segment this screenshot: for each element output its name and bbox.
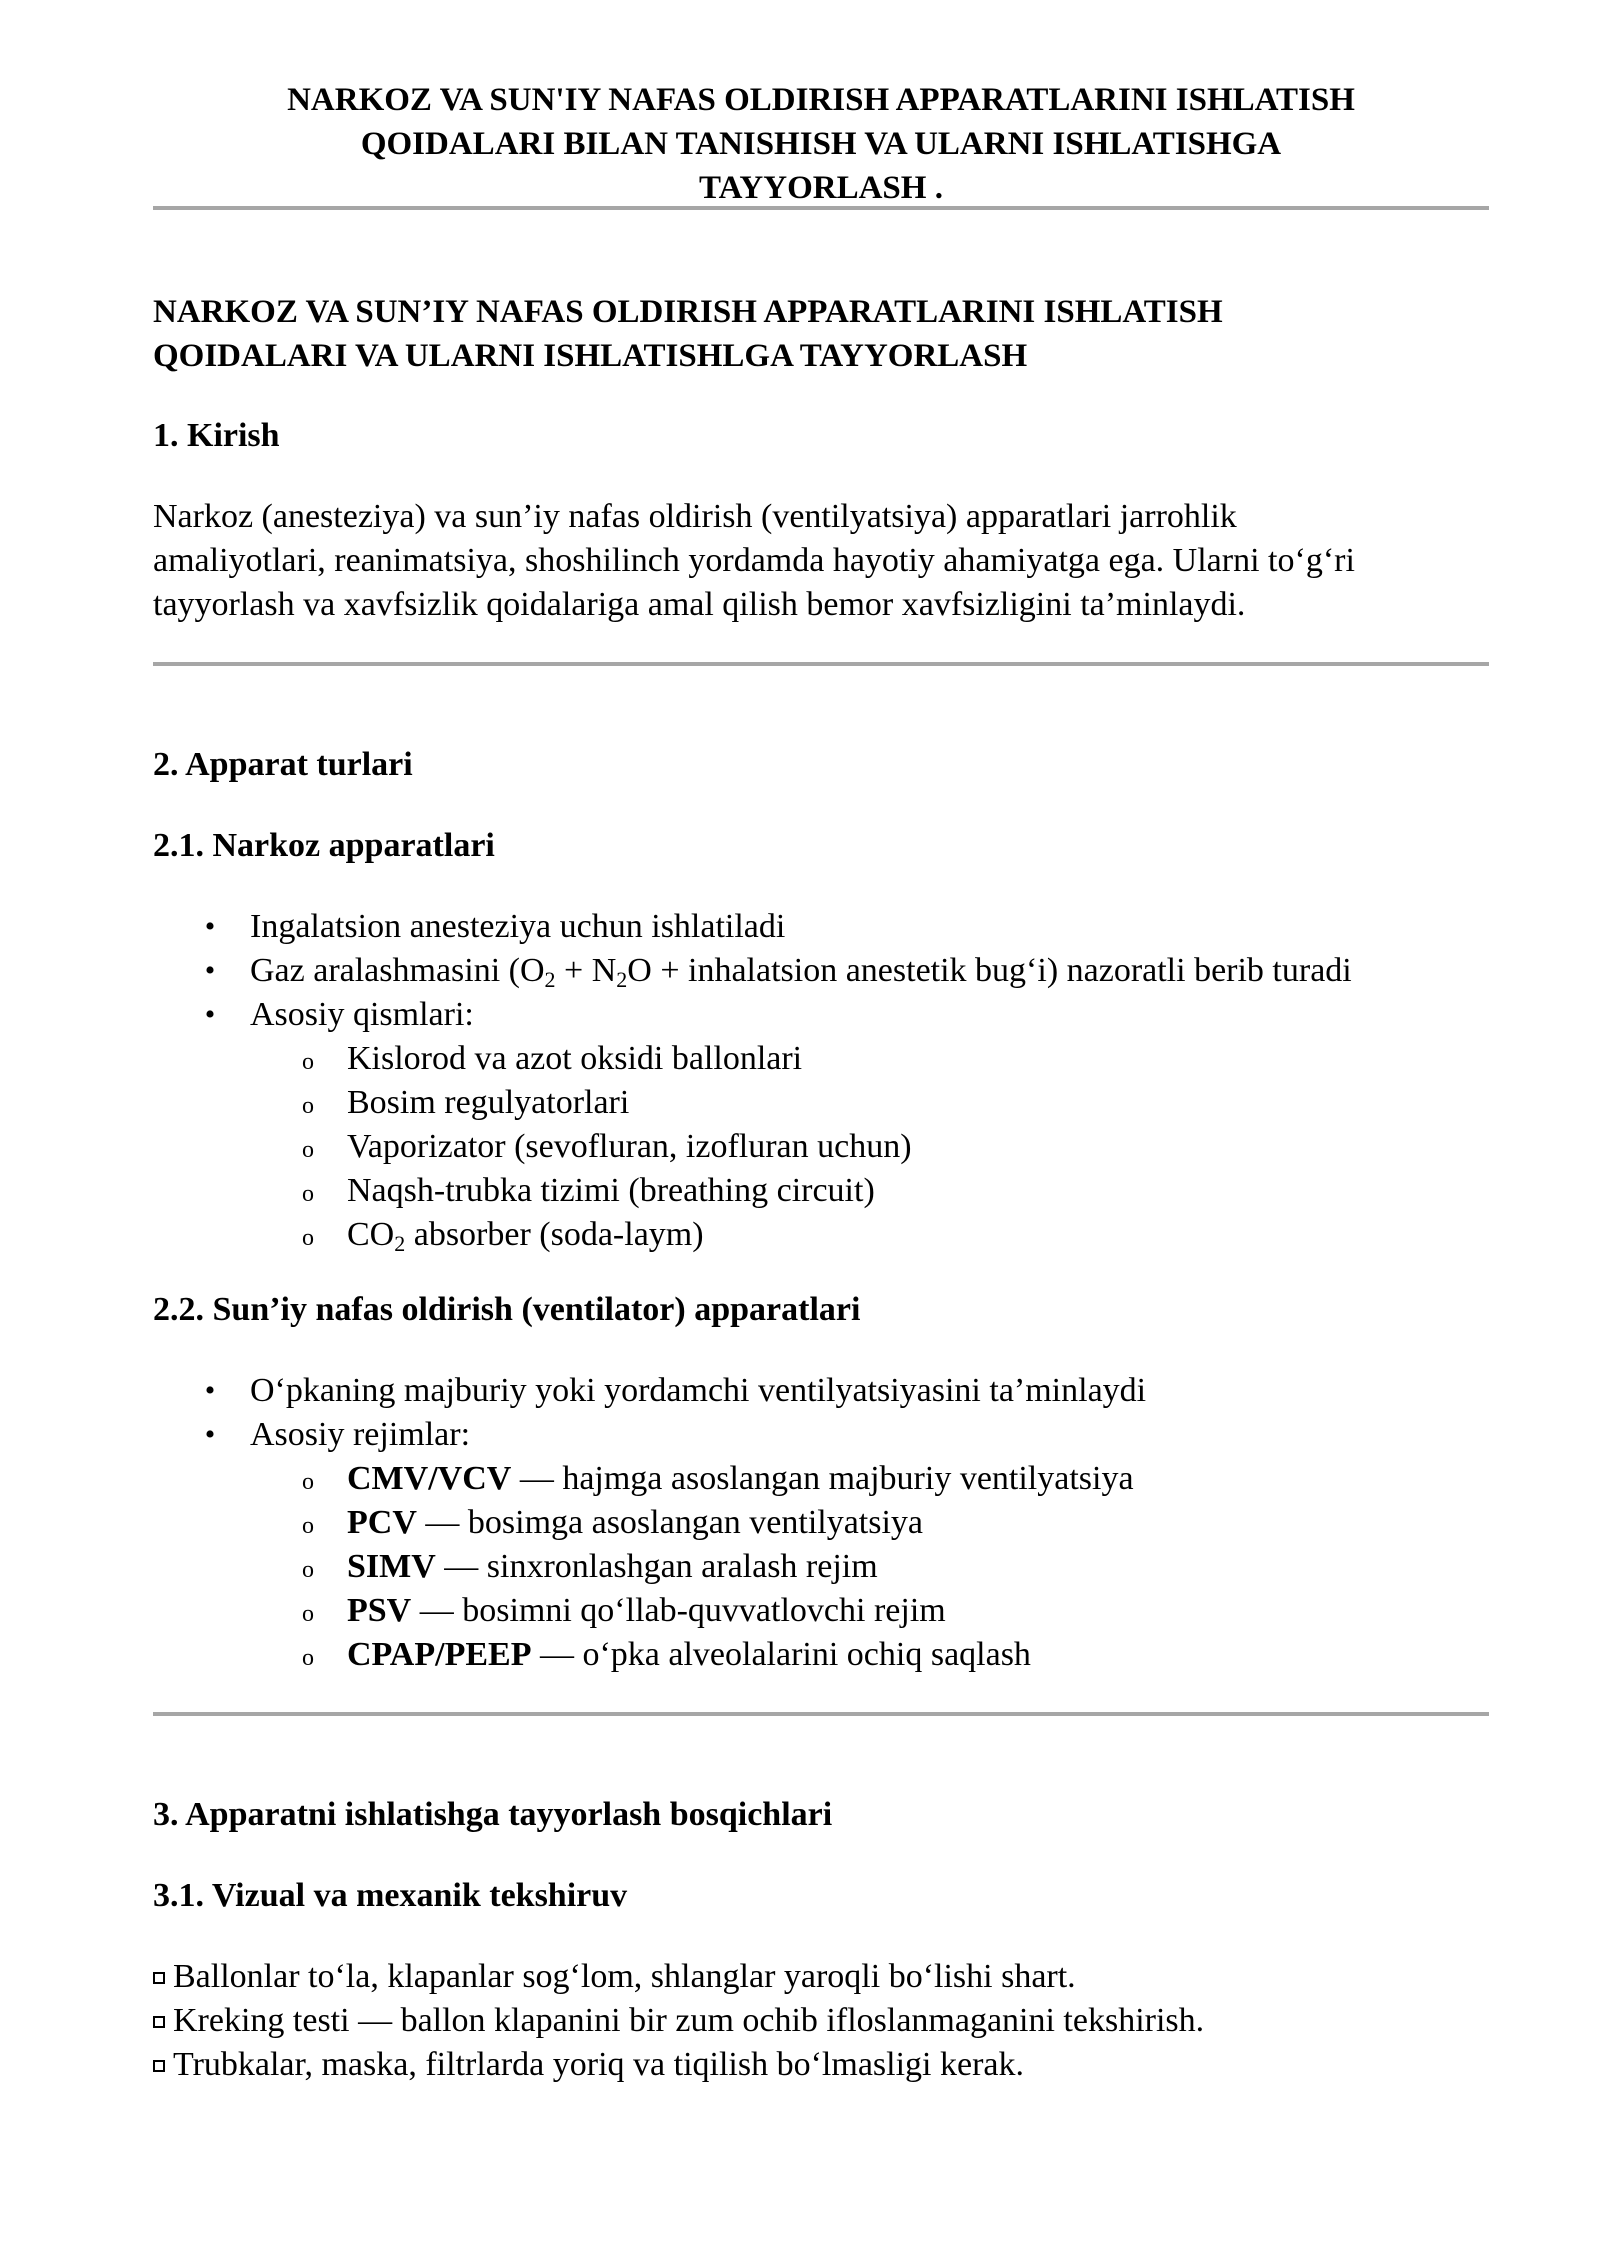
section-1-heading: 1. Kirish <box>153 417 280 454</box>
sub-list-item-text: Kislorod va azot oksidi ballonlari <box>347 1040 803 1077</box>
sub-list-item-text: Naqsh-trubka tizimi (breathing circuit) <box>347 1172 875 1209</box>
section-2-2-heading: 2.2. Sun’iy nafas oldirish (ventilator) apparatlari <box>153 1291 861 1328</box>
paragraph-line-1: Narkoz (anesteziya) va sun’iy nafas oldirish (ventilyatsiya) apparatlari jarrohlik <box>153 498 1237 535</box>
checklist-item-text: Ballonlar to‘la, klapanlar sog‘lom, shlanglar yaroqli bo‘lishi shart. <box>173 1958 1076 1995</box>
circle-bullet-icon: o <box>302 1049 314 1075</box>
mode-name: SIMV <box>347 1548 436 1585</box>
mode-description: — bosimga asoslangan ventilyatsiya <box>416 1504 924 1541</box>
mode-name: PCV <box>347 1504 417 1541</box>
bullet-icon: • <box>204 954 216 987</box>
horizontal-rule <box>153 206 1489 210</box>
checklist <box>153 1955 1493 2087</box>
ventilator-list <box>153 1369 1146 1677</box>
circle-bullet-icon: o <box>302 1513 314 1539</box>
checklist-item-text: Kreking testi — ballon klapanini bir zum ochib ifloslanmaganini tekshirish. <box>173 2002 1205 2039</box>
list-item <box>153 949 1352 993</box>
document-title <box>153 78 1489 210</box>
section-3-1-heading: 3.1. Vizual va mexanik tekshiruv <box>153 1877 628 1914</box>
mode-name: PSV <box>347 1592 412 1629</box>
square-bullet-icon <box>153 1972 165 1984</box>
mode-description: — bosimni qo‘llab-quvvatlovchi rejim <box>411 1592 946 1629</box>
sub-list-item-text: $CO_2$ absorber (soda-laym) <box>347 1216 704 1256</box>
sub-list-item <box>153 1081 1352 1125</box>
mode-item <box>153 1633 1146 1677</box>
title-line-2: QOIDALARI BILAN TANISHISH VA ULARNI ISHLATISHGA <box>360 126 1282 162</box>
mode-item <box>153 1457 1146 1501</box>
mode-name: CPAP/PEEP <box>347 1636 532 1673</box>
list-item-text: Gaz aralashmasini ($O_2 + N_2O$ + inhalatsion anestetik bug‘i) nazoratli berib turadi <box>250 952 1352 992</box>
list-item-text: Ingalatsion anesteziya uchun ishlatiladi <box>250 908 786 945</box>
list-item <box>153 1369 1146 1413</box>
circle-bullet-icon: o <box>302 1181 314 1207</box>
mode-item <box>153 1545 1146 1589</box>
list-item-text: O‘pkaning majburiy yoki yordamchi ventilyatsiyasini ta’minlaydi <box>250 1372 1147 1409</box>
checklist-item <box>153 1999 1493 2043</box>
list-item <box>153 993 1352 1037</box>
mode-name: CMV/VCV <box>347 1460 512 1497</box>
horizontal-rule <box>153 662 1489 666</box>
horizontal-rule <box>153 1712 1489 1716</box>
mode-item <box>153 1589 1146 1633</box>
main-heading-line-2: QOIDALARI VA ULARNI ISHLATISHLGA TAYYORLASH <box>153 338 1028 374</box>
section-3-heading: 3. Apparatni ishlatishga tayyorlash bosqichlari <box>153 1796 833 1833</box>
bullet-icon: • <box>204 1374 216 1407</box>
section-2-1-heading: 2.1. Narkoz apparatlari <box>153 827 495 864</box>
circle-bullet-icon: o <box>302 1225 314 1251</box>
mode-description: — hajmga asoslangan majburiy ventilyatsiya <box>511 1460 1134 1497</box>
sub-list-item <box>153 1169 1352 1213</box>
square-bullet-icon <box>153 2060 165 2072</box>
circle-bullet-icon: o <box>302 1601 314 1627</box>
main-heading-line-1: NARKOZ VA SUN’IY NAFAS OLDIRISH APPARATLARINI ISHLATISH <box>153 294 1223 330</box>
mode-description: — o‘pka alveolalarini ochiq saqlash <box>531 1636 1031 1673</box>
square-bullet-icon <box>153 2016 165 2028</box>
circle-bullet-icon: o <box>302 1137 314 1163</box>
section-2-heading: 2. Apparat turlari <box>153 746 413 783</box>
title-line-1: NARKOZ VA SUN'IY NAFAS OLDIRISH APPARATLARINI ISHLATISH <box>287 82 1355 118</box>
anesthesia-machine-list <box>153 905 1352 1257</box>
bullet-icon: • <box>204 910 216 943</box>
main-heading <box>153 290 1489 378</box>
bullet-icon: • <box>204 998 216 1031</box>
title-line-3: TAYYORLASH . <box>699 170 943 206</box>
sub-list-item-text: Bosim regulyatorlari <box>347 1084 630 1121</box>
list-item <box>153 905 1352 949</box>
sub-list-item <box>153 1037 1352 1081</box>
section-1-paragraph <box>153 495 1493 627</box>
circle-bullet-icon: o <box>302 1469 314 1495</box>
circle-bullet-icon: o <box>302 1093 314 1119</box>
list-item-text: Asosiy qismlari: <box>250 996 474 1033</box>
mode-description: — sinxronlashgan aralash rejim <box>435 1548 878 1585</box>
paragraph-line-3: tayyorlash va xavfsizlik qoidalariga amal qilish bemor xavfsizligini ta’minlaydi. <box>153 586 1246 623</box>
bullet-icon: • <box>204 1418 216 1451</box>
list-item <box>153 1413 1146 1457</box>
checklist-item-text: Trubkalar, maska, filtrlarda yoriq va tiqilish bo‘lmasligi kerak. <box>173 2046 1024 2083</box>
checklist-item <box>153 2043 1493 2087</box>
sub-list-item <box>153 1125 1352 1169</box>
sub-list-item-text: Vaporizator (sevofluran, izofluran uchun) <box>347 1128 912 1165</box>
list-item-text: Asosiy rejimlar: <box>250 1416 471 1453</box>
checklist-item <box>153 1955 1493 1999</box>
circle-bullet-icon: o <box>302 1645 314 1671</box>
mode-item <box>153 1501 1146 1545</box>
paragraph-line-2: amaliyotlari, reanimatsiya, shoshilinch yordamda hayotiy ahamiyatga ega. Ularni to‘g‘ri <box>153 542 1355 579</box>
sub-list-item <box>153 1213 1352 1257</box>
circle-bullet-icon: o <box>302 1557 314 1583</box>
